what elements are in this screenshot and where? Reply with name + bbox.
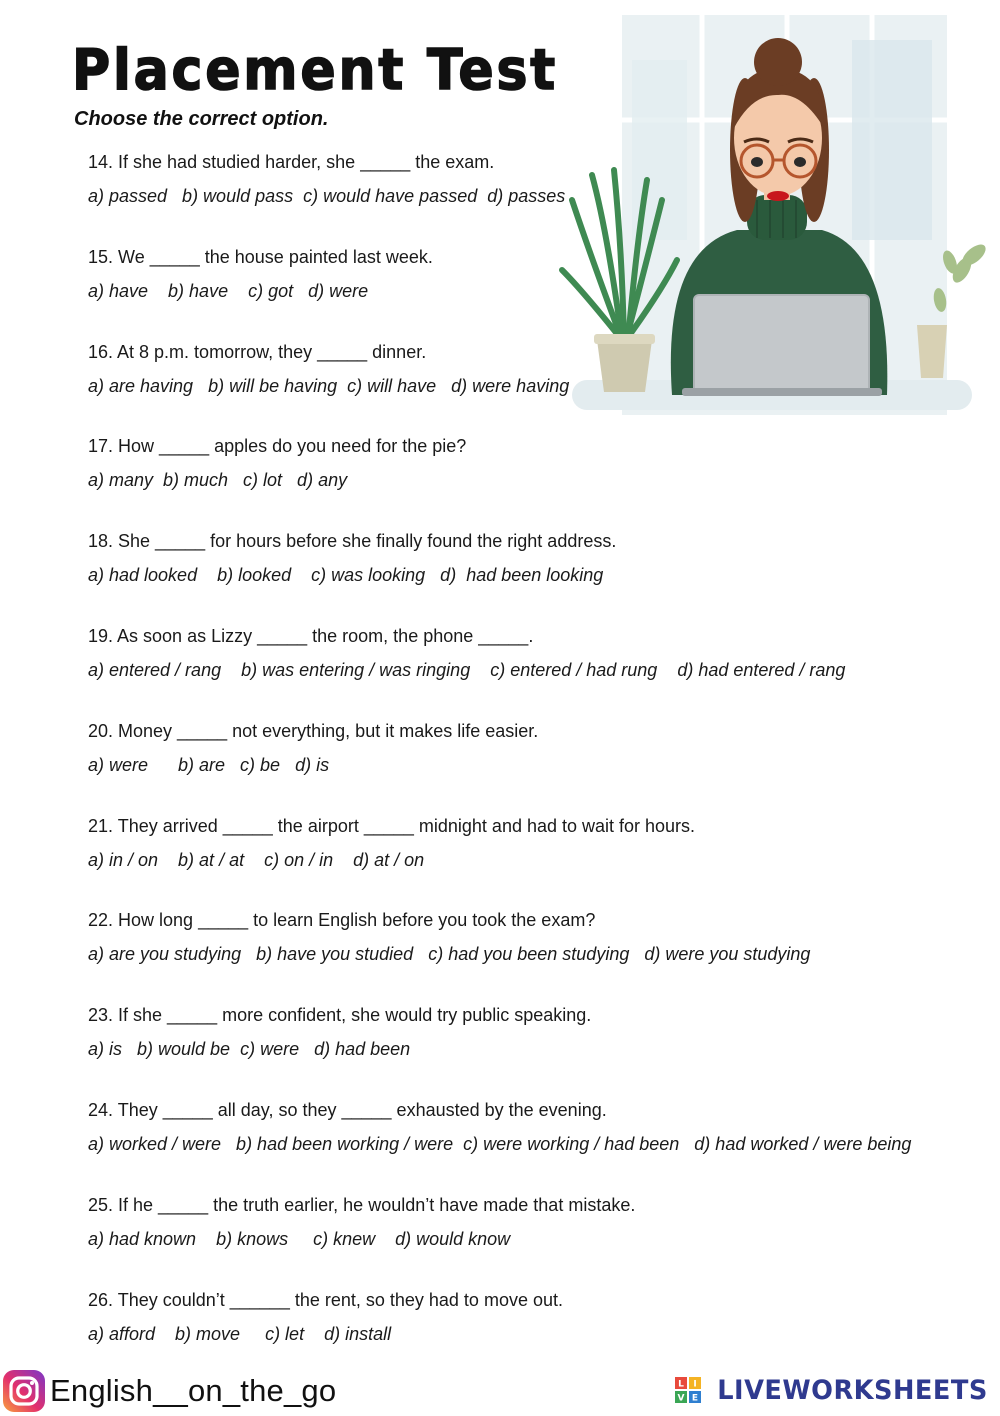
question-item <box>88 1001 968 1096</box>
page-title: Placement Test <box>72 38 558 103</box>
question-text: 26. They couldn’t ______ the rent, so they had to move out. <box>88 1289 563 1310</box>
question-item <box>88 1096 968 1191</box>
instruction: Choose the correct option. <box>74 108 329 130</box>
answer-options: a) had known b) knows c) knew d) would know <box>88 1228 511 1249</box>
answer-options: a) is b) would be c) were d) had been <box>88 1039 411 1060</box>
question-text: 17. How _____ apples do you need for the pie? <box>88 436 467 457</box>
question-text: 20. Money _____ not everything, but it makes life easier. <box>88 720 539 741</box>
question-item <box>88 243 968 338</box>
liveworksheets-logo-icon <box>675 1377 701 1403</box>
question-item <box>88 432 968 527</box>
question-text: 24. They _____ all day, so they _____ exhausted by the evening. <box>88 1099 607 1120</box>
logo-letter: E <box>692 1393 699 1403</box>
instagram-handle[interactable] <box>2 1366 336 1416</box>
question-item <box>88 527 968 622</box>
question-text: 23. If she _____ more confident, she would try public speaking. <box>88 1005 592 1026</box>
answer-options: a) worked / were b) had been working / were c) were working / had been d) had worked / were being <box>88 1133 912 1154</box>
question-item <box>88 1191 968 1286</box>
handle-text: English__on_the_go <box>50 1373 337 1408</box>
question-item <box>88 622 968 717</box>
answer-options: a) had looked b) looked c) was looking d) had been looking <box>88 565 604 586</box>
answer-options: a) entered / rang b) was entering / was ringing c) entered / had rung d) had entered / rang <box>88 659 846 680</box>
question-text: 25. If he _____ the truth earlier, he wouldn’t have made that mistake. <box>88 1194 636 1215</box>
answer-options: a) were b) are c) be d) is <box>88 754 330 775</box>
answer-options: a) in / on b) at / at c) on / in d) at / on <box>88 849 425 870</box>
question-text: 16. At 8 p.m. tomorrow, they _____ dinner. <box>88 341 427 362</box>
question-item <box>88 338 968 433</box>
brand-text: LIVEWORKSHEETS <box>717 1374 988 1406</box>
answer-options: a) many b) much c) lot d) any <box>88 470 348 491</box>
logo-letter: I <box>693 1379 697 1390</box>
liveworksheets-brand[interactable] <box>675 1370 988 1410</box>
question-item <box>88 906 968 1001</box>
question-text: 18. She _____ for hours before she finally found the right address. <box>88 531 617 552</box>
answer-options: a) are having b) will be having c) will have d) were having <box>88 375 570 396</box>
question-text: 19. As soon as Lizzy _____ the room, the phone _____. <box>88 625 534 646</box>
answer-options: a) have b) have c) got d) were <box>88 280 369 301</box>
question-item <box>88 812 968 907</box>
instagram-icon <box>2 1369 46 1413</box>
answer-options: a) are you studying b) have you studied c) had you been studying d) were you studying <box>88 944 811 965</box>
question-item <box>88 717 968 812</box>
answer-options: a) passed b) would pass c) would have passed d) passes <box>88 186 566 206</box>
logo-letter: L <box>678 1379 685 1390</box>
answer-options: a) afford b) move c) let d) install <box>88 1323 392 1344</box>
logo-letter: V <box>677 1393 685 1403</box>
question-item <box>88 148 968 243</box>
question-text: 22. How long _____ to learn English before you took the exam? <box>88 910 596 931</box>
question-text: 14. If she had studied harder, she _____ the exam. <box>88 152 495 172</box>
question-text: 21. They arrived _____ the airport _____ midnight and had to wait for hours. <box>88 815 696 836</box>
question-text: 15. We _____ the house painted last week. <box>88 246 433 267</box>
question-list <box>88 148 968 1380</box>
